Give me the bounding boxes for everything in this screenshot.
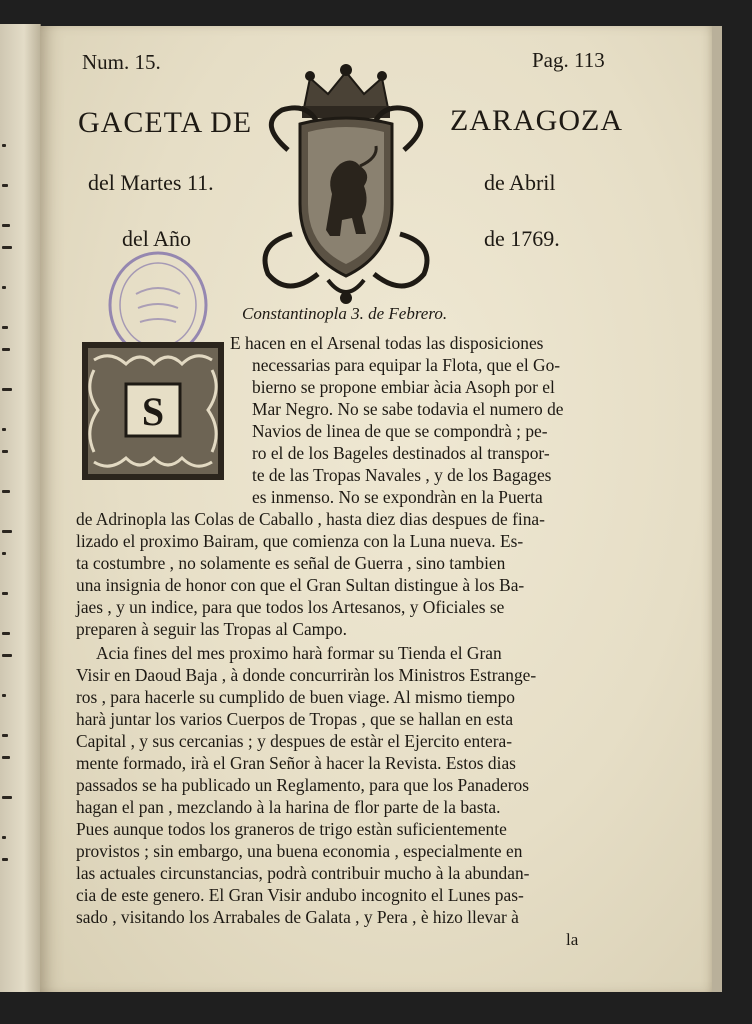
page-right-edge [712,26,722,992]
previous-page-text-fragment [2,286,6,289]
catchword: la [566,930,579,949]
previous-page-text-fragment [2,246,12,249]
text-line: lizado el proximo Bairam, que comienza con la Luna nueva. Es- [76,531,524,551]
previous-page-text-fragment [2,694,6,697]
article-dateline: Constantinopla 3. de Febrero. [242,304,448,323]
text-line: mente formado, irà el Gran Señor à hacer la Revista. Estos dias [76,753,516,773]
previous-page-text-fragment [2,734,8,737]
drop-cap-letter: S [141,388,165,434]
newspaper-page [40,26,712,992]
text-line: es inmenso. No se expondràn en la Puerta [252,487,543,507]
previous-page-text-fragment [2,450,8,453]
previous-page-text-fragment [2,326,8,329]
previous-page-text-fragment [2,756,10,759]
previous-page-text-fragment [2,552,6,555]
date-weekday: del Martes 11. [88,170,214,195]
text-line: jaes , y un indice, para que todos los Artesanos, y Oficiales se [76,597,505,617]
page-number: Pag. 113 [532,48,605,72]
issue-number: Num. 15. [82,50,161,74]
text-line: cia de este genero. El Gran Visir andubo incognito el Lunes pas- [76,885,524,905]
text-line: Capital , y sus cercanias ; y despues de estàr el Ejercito entera- [76,731,513,751]
text-line: una insignia de honor con que el Gran Sultan distingue à los Ba- [76,575,525,595]
text-line: sado , visitando los Arrabales de Galata , y Pera , è hizo llevar à [76,907,519,927]
previous-page-text-fragment [2,144,6,147]
previous-page-edge [0,24,41,992]
masthead-title-left: GACETA DE [78,106,253,139]
text-line: provistos ; sin embargo, una buena economia , especialmente en [76,841,523,861]
text-line: ros , para hacerle su cumplido de buen viage. Al mismo tiempo [76,687,516,707]
masthead-title-right: ZARAGOZA [450,104,623,137]
text-line: necessarias para equipar la Flota, que el Go- [252,355,561,375]
previous-page-text-fragment [2,490,10,493]
text-line: Visir en Daoud Baja , à donde concurriràn los Ministros Estrange- [76,665,537,685]
previous-page-text-fragment [2,632,10,635]
previous-page-text-fragment [2,530,12,533]
previous-page-text-fragment [2,184,8,187]
previous-page-text-fragment [2,348,10,351]
text-line: bierno se propone embiar àcia Asoph por el [252,377,555,397]
text-line: passados se ha publicado un Reglamento, para que los Panaderos [76,775,530,795]
text-line: Mar Negro. No se sabe todavia el numero de [252,399,564,419]
text-line: Pues aunque todos los graneros de trigo estàn suficientemente [76,819,507,839]
text-line: ta costumbre , no solamente es señal de Guerra , sino tambien [76,553,506,573]
previous-page-text-fragment [2,796,12,799]
text-line: harà juntar los varios Cuerpos de Tropas , que se hallan en esta [76,709,514,729]
text-line: Acia fines del mes proximo harà formar su Tienda el Gran [96,643,502,663]
previous-page-text-fragment [2,592,8,595]
text-line: las actuales circunstancias, podrà contribuir mucho à la abundan- [76,863,530,883]
date-month: de Abril [484,170,556,195]
previous-page-text-fragment [2,428,6,431]
previous-page-text-fragment [2,388,12,391]
previous-page-text-fragment [2,654,12,657]
previous-page-text-fragment [2,224,10,227]
article-body [40,26,712,992]
year-label: del Año [122,226,192,251]
text-line: te de las Tropas Navales , y de los Bagages [252,465,552,485]
previous-page-text-fragment [2,858,8,861]
text-line: ro el de los Bageles destinados al transpor- [252,443,550,463]
text-line: de Adrinopla las Colas de Caballo , hasta diez dias despues de fina- [76,509,545,529]
text-line: preparen à seguir las Tropas al Campo. [76,619,347,639]
text-line: hagan el pan , mezclando à la harina de flor parte de la basta. [76,797,501,817]
text-line: Navios de linea de que se compondrà ; pe- [252,421,548,441]
previous-page-text-fragment [2,836,6,839]
text-line: E hacen en el Arsenal todas las disposiciones [230,333,544,353]
year-value: de 1769. [484,226,560,251]
